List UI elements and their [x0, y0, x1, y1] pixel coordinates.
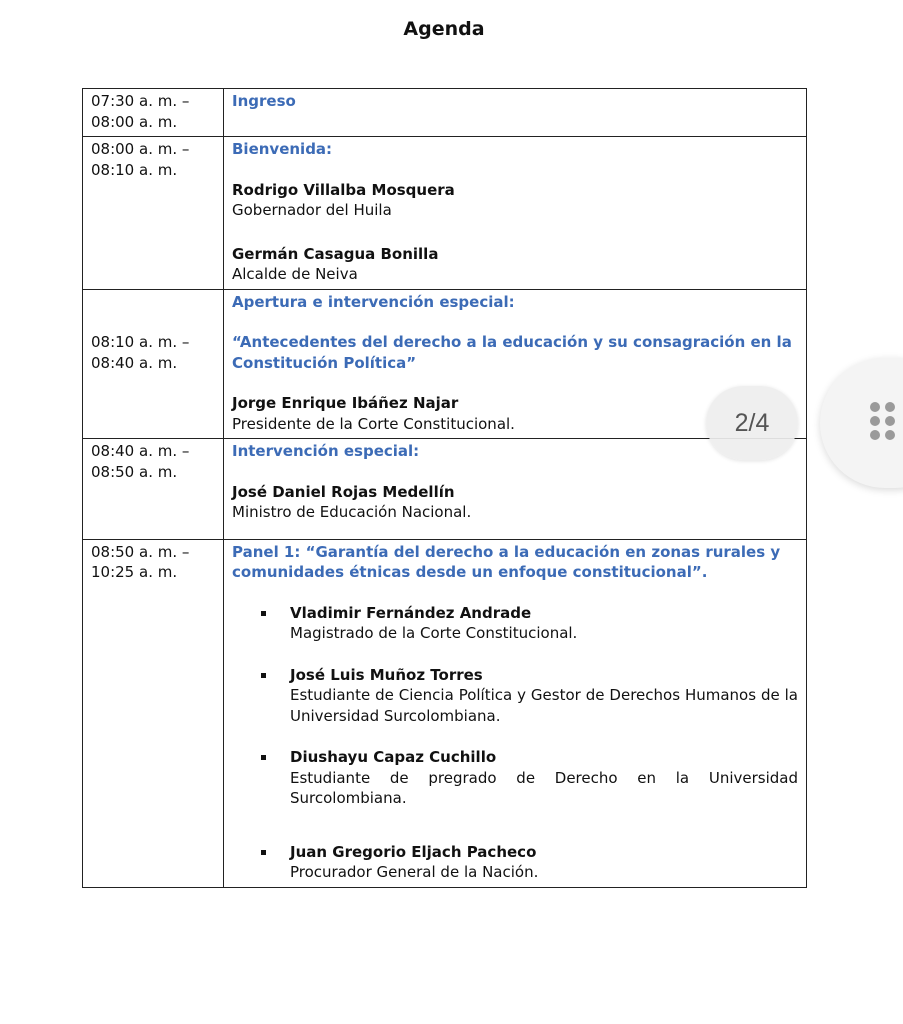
speaker-role: Presidente de la Corte Constitucional.	[232, 414, 515, 433]
page-title: Agenda	[403, 18, 485, 40]
session-heading: Apertura e intervención especial:	[232, 292, 515, 311]
speaker-name: José Daniel Rojas Medellín	[232, 482, 455, 501]
session-cell	[224, 539, 807, 887]
session-subheading: “Antecedentes del derecho a la educación y su consagración en la Constitución Política”	[232, 333, 792, 372]
table-row	[83, 289, 807, 439]
list-item	[290, 603, 798, 644]
list-item	[290, 842, 798, 883]
time-cell	[83, 289, 224, 439]
table-row	[83, 539, 807, 887]
speaker-role: Alcalde de Neiva	[232, 265, 358, 283]
grid-dots-icon	[870, 402, 896, 442]
session-cell	[224, 439, 807, 540]
speaker-role: Gobernador del Huila	[232, 201, 392, 219]
panelist-role: Magistrado de la Corte Constitucional.	[290, 624, 578, 642]
page-indicator	[706, 386, 798, 460]
panelist-role: Estudiante de pregrado de Derecho en la Universidad Surcolombiana.	[290, 768, 798, 807]
speaker-role: Ministro de Educación Nacional.	[232, 503, 472, 521]
time-range: 08:10 a. m. – 08:40 a. m.	[91, 333, 190, 372]
panelist-name: Juan Gregorio Eljach Pacheco	[290, 842, 537, 861]
panelist-name: Vladimir Fernández Andrade	[290, 603, 532, 622]
session-heading: Ingreso	[232, 92, 296, 110]
table-row	[83, 137, 807, 290]
panelist-name: Diushayu Capaz Cuchillo	[290, 748, 497, 766]
session-heading: Intervención especial:	[232, 442, 420, 460]
speaker-name: Rodrigo Villalba Mosquera	[232, 180, 455, 199]
table-row	[83, 89, 807, 137]
panelist-list	[232, 603, 798, 883]
table-row	[83, 439, 807, 540]
session-heading: Bienvenida:	[232, 140, 333, 158]
panelist-role: Estudiante de Ciencia Política y Gestor de Derechos Humanos de la Universidad Surcolombiana.	[290, 686, 798, 725]
floating-menu-button[interactable]	[820, 358, 903, 488]
page-indicator-label: 2/4	[734, 408, 770, 437]
panel-heading: Panel 1: “Garantía del derecho a la educación en zonas rurales y comunidades étnicas desde un enfoque constitucional”.	[232, 542, 781, 581]
time-cell: 08:50 a. m. – 10:25 a. m.	[83, 539, 224, 887]
time-cell: 08:00 a. m. – 08:10 a. m.	[83, 137, 224, 290]
session-cell	[224, 137, 807, 290]
speaker-name: Jorge Enrique Ibáñez Najar	[232, 394, 459, 412]
time-cell: 07:30 a. m. – 08:00 a. m.	[83, 89, 224, 137]
panelist-name: José Luis Muñoz Torres	[290, 665, 483, 684]
list-item	[290, 747, 798, 809]
session-cell	[224, 89, 807, 137]
panelist-role: Procurador General de la Nación.	[290, 863, 539, 881]
list-item	[290, 665, 798, 727]
agenda-table	[82, 88, 807, 888]
time-cell: 08:40 a. m. – 08:50 a. m.	[83, 439, 224, 540]
speaker-name: Germán Casagua Bonilla	[232, 244, 439, 263]
